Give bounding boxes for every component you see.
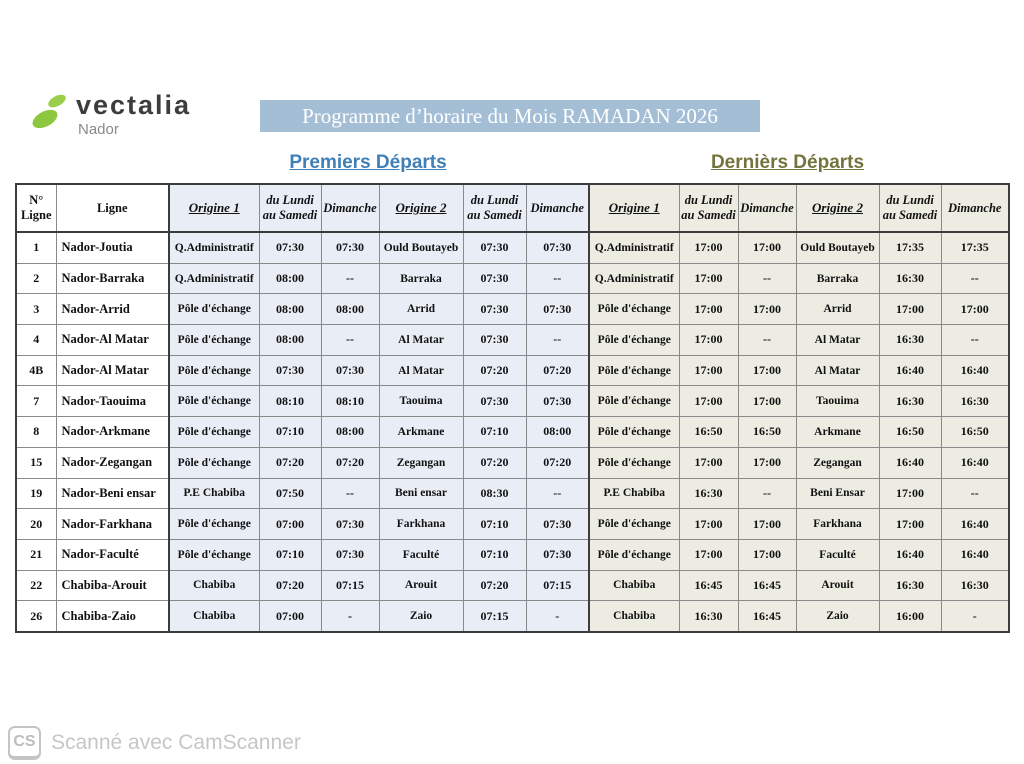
line-name-cell: Chabiba-Arouit [56,570,169,601]
col-header-pd-lundi-samedi-1: du Lundi au Samedi [259,184,321,232]
col-header-pd-origine2: Origine 2 [379,184,463,232]
pd-lundi-samedi-2-cell: 08:30 [463,478,526,509]
dd-lundi-samedi-1-cell: 17:00 [679,539,738,570]
pd-origine2-cell: Al Matar [379,325,463,356]
pd-dimanche-2-cell: 07:15 [526,570,589,601]
dd-dimanche-1-cell: 17:00 [738,386,796,417]
dd-origine2-cell: Ould Boutayeb [796,232,879,263]
pd-dimanche-2-cell: 07:20 [526,447,589,478]
col-header-pd-origine1: Origine 1 [169,184,259,232]
dd-dimanche-2-cell: -- [941,478,1009,509]
dd-dimanche-1-cell: -- [738,325,796,356]
pd-origine1-cell: Pôle d'échange [169,447,259,478]
table-row [16,355,1009,386]
dd-lundi-samedi-1-cell: 17:00 [679,386,738,417]
dd-dimanche-2-cell: 16:40 [941,355,1009,386]
pd-lundi-samedi-2-cell: 07:10 [463,509,526,540]
dd-origine1-cell: Pôle d'échange [589,294,679,325]
dd-dimanche-2-cell: 16:30 [941,570,1009,601]
vectalia-leaf-icon [30,90,72,134]
pd-origine2-cell: Faculté [379,539,463,570]
table-row [16,478,1009,509]
dd-lundi-samedi-2-cell: 16:30 [879,386,941,417]
dd-dimanche-1-cell: 17:00 [738,539,796,570]
pd-origine2-cell: Barraka [379,263,463,294]
line-name-cell: Chabiba-Zaio [56,601,169,632]
dd-dimanche-1-cell: 17:00 [738,509,796,540]
pd-origine1-cell: Pôle d'échange [169,355,259,386]
pd-lundi-samedi-1-cell: 07:50 [259,478,321,509]
dd-lundi-samedi-2-cell: 17:00 [879,294,941,325]
dd-origine2-cell: Taouima [796,386,879,417]
dd-dimanche-1-cell: -- [738,478,796,509]
pd-origine2-cell: Taouima [379,386,463,417]
table-row [16,570,1009,601]
pd-origine2-cell: Farkhana [379,509,463,540]
dd-dimanche-2-cell: 16:50 [941,417,1009,448]
pd-origine2-cell: Arouit [379,570,463,601]
pd-dimanche-1-cell: 07:30 [321,232,379,263]
pd-dimanche-1-cell: -- [321,325,379,356]
table-row [16,447,1009,478]
pd-lundi-samedi-1-cell: 07:20 [259,570,321,601]
dd-origine2-cell: Al Matar [796,355,879,386]
pd-lundi-samedi-1-cell: 08:00 [259,294,321,325]
table-row [16,386,1009,417]
table-row [16,325,1009,356]
dd-lundi-samedi-2-cell: 16:40 [879,355,941,386]
camscanner-icon: CS [8,726,41,760]
col-header-dd-origine2: Origine 2 [796,184,879,232]
logo-brand-text: vectalia [76,90,192,120]
pd-lundi-samedi-1-cell: 08:00 [259,263,321,294]
pd-dimanche-2-cell: -- [526,325,589,356]
col-header-dd-lundi-samedi-1: du Lundi au Samedi [679,184,738,232]
dd-origine1-cell: Pôle d'échange [589,386,679,417]
pd-lundi-samedi-1-cell: 08:10 [259,386,321,417]
line-number-cell: 21 [16,539,56,570]
pd-dimanche-2-cell: 07:30 [526,386,589,417]
dd-lundi-samedi-1-cell: 17:00 [679,294,738,325]
line-name-cell: Nador-Arkmane [56,417,169,448]
dd-dimanche-1-cell: 16:45 [738,601,796,632]
line-number-cell: 26 [16,601,56,632]
pd-lundi-samedi-2-cell: 07:20 [463,447,526,478]
dd-origine1-cell: Pôle d'échange [589,355,679,386]
dd-lundi-samedi-1-cell: 17:00 [679,232,738,263]
line-name-cell: Nador-Farkhana [56,509,169,540]
pd-lundi-samedi-2-cell: 07:30 [463,263,526,294]
col-header-pd-dimanche-2: Dimanche [526,184,589,232]
dd-dimanche-2-cell: - [941,601,1009,632]
pd-lundi-samedi-2-cell: 07:15 [463,601,526,632]
pd-dimanche-2-cell: - [526,601,589,632]
table-row [16,417,1009,448]
pd-lundi-samedi-1-cell: 07:00 [259,601,321,632]
pd-dimanche-1-cell: -- [321,263,379,294]
dd-dimanche-2-cell: 16:40 [941,447,1009,478]
dd-origine1-cell: Chabiba [589,601,679,632]
table-row [16,232,1009,263]
dd-origine1-cell: Pôle d'échange [589,539,679,570]
pd-lundi-samedi-2-cell: 07:30 [463,386,526,417]
pd-lundi-samedi-2-cell: 07:10 [463,417,526,448]
table-row [16,263,1009,294]
dd-origine2-cell: Zaio [796,601,879,632]
dd-origine2-cell: Farkhana [796,509,879,540]
pd-origine1-cell: Q.Administratif [169,232,259,263]
pd-origine2-cell: Zaio [379,601,463,632]
col-header-dd-dimanche-2: Dimanche [941,184,1009,232]
line-number-cell: 20 [16,509,56,540]
dd-dimanche-2-cell: -- [941,325,1009,356]
table-row [16,294,1009,325]
pd-dimanche-1-cell: -- [321,478,379,509]
line-number-cell: 7 [16,386,56,417]
camscanner-footer [8,726,301,760]
line-name-cell: Nador-Zegangan [56,447,169,478]
line-name-cell: Nador-Joutia [56,232,169,263]
col-header-num: N° Ligne [16,184,56,232]
pd-dimanche-1-cell: - [321,601,379,632]
dd-origine2-cell: Arouit [796,570,879,601]
dd-lundi-samedi-1-cell: 16:50 [679,417,738,448]
dd-lundi-samedi-1-cell: 17:00 [679,355,738,386]
pd-dimanche-1-cell: 07:15 [321,570,379,601]
pd-origine2-cell: Arkmane [379,417,463,448]
pd-origine1-cell: Pôle d'échange [169,294,259,325]
dd-origine1-cell: P.E Chabiba [589,478,679,509]
dd-lundi-samedi-1-cell: 16:45 [679,570,738,601]
title-banner [260,100,760,132]
line-name-cell: Nador-Taouima [56,386,169,417]
pd-dimanche-1-cell: 07:20 [321,447,379,478]
dd-lundi-samedi-2-cell: 16:40 [879,539,941,570]
dd-origine1-cell: Pôle d'échange [589,325,679,356]
header-row [16,184,1009,232]
schedule-table [15,183,1010,633]
pd-lundi-samedi-1-cell: 07:10 [259,417,321,448]
dd-dimanche-2-cell: 16:40 [941,509,1009,540]
dd-dimanche-1-cell: -- [738,263,796,294]
pd-dimanche-1-cell: 08:10 [321,386,379,417]
pd-origine1-cell: P.E Chabiba [169,478,259,509]
dd-dimanche-2-cell: -- [941,263,1009,294]
dd-origine1-cell: Pôle d'échange [589,447,679,478]
dd-lundi-samedi-1-cell: 16:30 [679,601,738,632]
dd-lundi-samedi-2-cell: 16:50 [879,417,941,448]
col-header-pd-dimanche-1: Dimanche [321,184,379,232]
pd-origine2-cell: Arrid [379,294,463,325]
col-header-dd-origine1: Origine 1 [589,184,679,232]
pd-dimanche-1-cell: 07:30 [321,355,379,386]
pd-origine2-cell: Beni ensar [379,478,463,509]
dd-dimanche-1-cell: 17:00 [738,355,796,386]
dd-dimanche-1-cell: 16:45 [738,570,796,601]
pd-lundi-samedi-1-cell: 07:30 [259,232,321,263]
col-header-dd-lundi-samedi-2: du Lundi au Samedi [879,184,941,232]
dd-dimanche-1-cell: 17:00 [738,447,796,478]
pd-lundi-samedi-1-cell: 07:00 [259,509,321,540]
pd-origine2-cell: Ould Boutayeb [379,232,463,263]
table-row [16,601,1009,632]
derniers-departs-heading: Dernièrs Départs [710,152,865,173]
pd-lundi-samedi-2-cell: 07:20 [463,355,526,386]
line-number-cell: 8 [16,417,56,448]
pd-lundi-samedi-2-cell: 07:30 [463,325,526,356]
line-number-cell: 19 [16,478,56,509]
pd-dimanche-1-cell: 07:30 [321,509,379,540]
line-name-cell: Nador-Al Matar [56,325,169,356]
dd-origine2-cell: Beni Ensar [796,478,879,509]
dd-lundi-samedi-1-cell: 17:00 [679,447,738,478]
pd-lundi-samedi-1-cell: 07:10 [259,539,321,570]
pd-lundi-samedi-2-cell: 07:20 [463,570,526,601]
pd-dimanche-2-cell: -- [526,263,589,294]
dd-dimanche-1-cell: 16:50 [738,417,796,448]
pd-origine1-cell: Pôle d'échange [169,386,259,417]
pd-dimanche-1-cell: 08:00 [321,294,379,325]
line-name-cell: Nador-Faculté [56,539,169,570]
logo-city-text: Nador [78,121,119,138]
pd-dimanche-2-cell: 07:30 [526,294,589,325]
pd-origine1-cell: Pôle d'échange [169,325,259,356]
dd-origine2-cell: Arkmane [796,417,879,448]
dd-lundi-samedi-2-cell: 17:00 [879,478,941,509]
pd-lundi-samedi-2-cell: 07:30 [463,232,526,263]
pd-dimanche-1-cell: 07:30 [321,539,379,570]
table-row [16,509,1009,540]
dd-origine2-cell: Arrid [796,294,879,325]
dd-origine1-cell: Pôle d'échange [589,509,679,540]
dd-dimanche-2-cell: 16:40 [941,539,1009,570]
dd-origine2-cell: Faculté [796,539,879,570]
dd-origine2-cell: Zegangan [796,447,879,478]
line-number-cell: 3 [16,294,56,325]
dd-lundi-samedi-2-cell: 16:00 [879,601,941,632]
dd-dimanche-1-cell: 17:00 [738,232,796,263]
premiers-departs-heading: Premiers Départs [289,152,447,173]
dd-lundi-samedi-2-cell: 16:30 [879,263,941,294]
line-name-cell: Nador-Beni ensar [56,478,169,509]
dd-dimanche-2-cell: 16:30 [941,386,1009,417]
schedule-table-wrap [15,183,1010,633]
dd-dimanche-2-cell: 17:00 [941,294,1009,325]
logo-text-block [76,90,191,138]
pd-lundi-samedi-2-cell: 07:30 [463,294,526,325]
line-number-cell: 15 [16,447,56,478]
dd-origine2-cell: Al Matar [796,325,879,356]
dd-lundi-samedi-2-cell: 17:00 [879,509,941,540]
pd-origine1-cell: Chabiba [169,570,259,601]
line-number-cell: 4 [16,325,56,356]
pd-dimanche-2-cell: 07:30 [526,509,589,540]
dd-origine1-cell: Chabiba [589,570,679,601]
col-header-dd-dimanche-1: Dimanche [738,184,796,232]
col-header-ligne: Ligne [56,184,169,232]
pd-dimanche-2-cell: 07:30 [526,232,589,263]
dd-origine1-cell: Pôle d'échange [589,417,679,448]
col-header-pd-lundi-samedi-2: du Lundi au Samedi [463,184,526,232]
page-title: Programme d’horaire du Mois RAMADAN 2026 [302,103,718,128]
line-name-cell: Nador-Arrid [56,294,169,325]
dd-lundi-samedi-2-cell: 17:35 [879,232,941,263]
pd-origine1-cell: Pôle d'échange [169,417,259,448]
dd-lundi-samedi-1-cell: 17:00 [679,325,738,356]
pd-origine1-cell: Pôle d'échange [169,509,259,540]
pd-lundi-samedi-1-cell: 08:00 [259,325,321,356]
dd-dimanche-2-cell: 17:35 [941,232,1009,263]
dd-dimanche-1-cell: 17:00 [738,294,796,325]
camscanner-text: Scanné avec CamScanner [51,731,301,754]
dd-origine1-cell: Q.Administratif [589,263,679,294]
pd-dimanche-2-cell: 08:00 [526,417,589,448]
schedule-table-body [16,232,1009,632]
dd-lundi-samedi-2-cell: 16:40 [879,447,941,478]
pd-dimanche-2-cell: 07:30 [526,539,589,570]
line-number-cell: 2 [16,263,56,294]
pd-dimanche-2-cell: -- [526,478,589,509]
dd-lundi-samedi-2-cell: 16:30 [879,325,941,356]
pd-lundi-samedi-2-cell: 07:10 [463,539,526,570]
dd-lundi-samedi-2-cell: 16:30 [879,570,941,601]
dd-origine2-cell: Barraka [796,263,879,294]
dd-origine1-cell: Q.Administratif [589,232,679,263]
dd-lundi-samedi-1-cell: 16:30 [679,478,738,509]
line-name-cell: Nador-Al Matar [56,355,169,386]
pd-lundi-samedi-1-cell: 07:30 [259,355,321,386]
line-number-cell: 22 [16,570,56,601]
pd-origine1-cell: Q.Administratif [169,263,259,294]
pd-lundi-samedi-1-cell: 07:20 [259,447,321,478]
line-number-cell: 1 [16,232,56,263]
line-number-cell: 4B [16,355,56,386]
table-row [16,539,1009,570]
pd-dimanche-1-cell: 08:00 [321,417,379,448]
pd-origine2-cell: Zegangan [379,447,463,478]
pd-origine1-cell: Chabiba [169,601,259,632]
pd-dimanche-2-cell: 07:20 [526,355,589,386]
dd-lundi-samedi-1-cell: 17:00 [679,263,738,294]
dd-lundi-samedi-1-cell: 17:00 [679,509,738,540]
pd-origine2-cell: Al Matar [379,355,463,386]
line-name-cell: Nador-Barraka [56,263,169,294]
pd-origine1-cell: Pôle d'échange [169,539,259,570]
vectalia-logo [30,90,191,138]
